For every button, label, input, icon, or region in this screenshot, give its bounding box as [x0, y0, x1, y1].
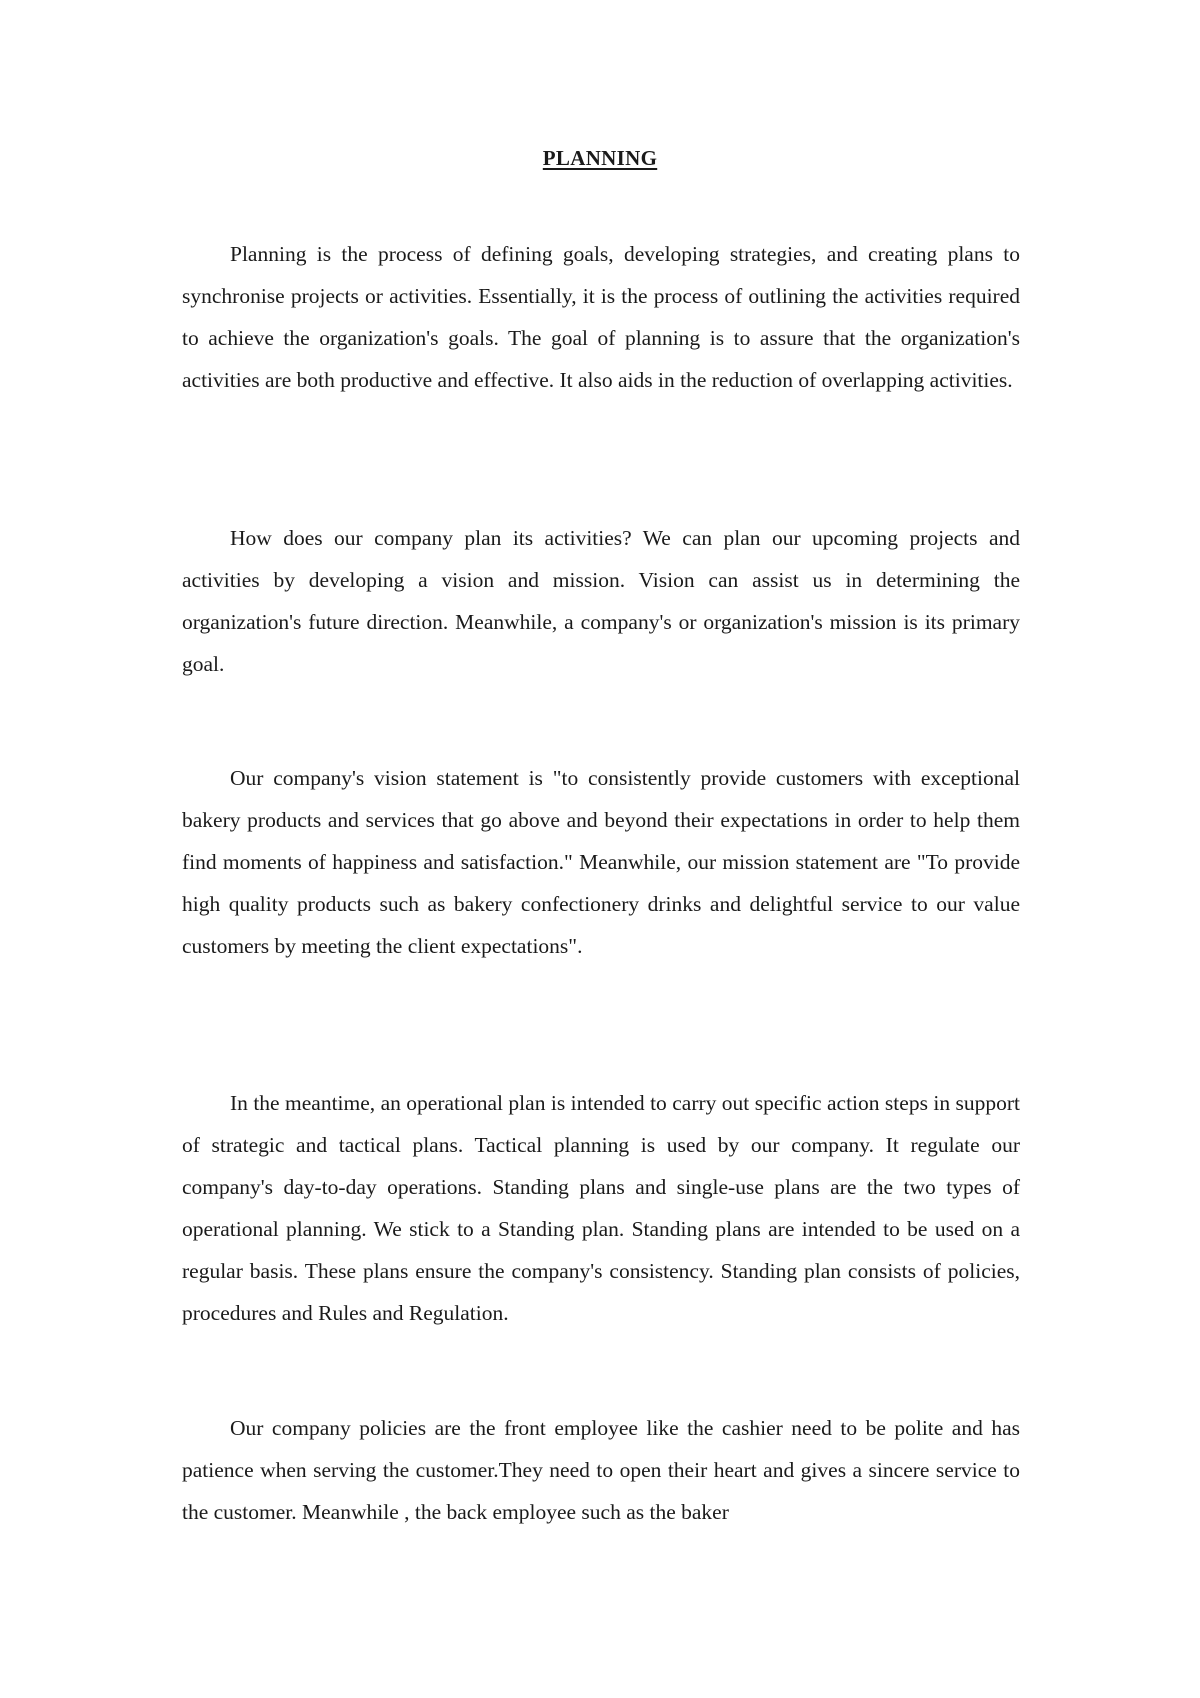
paragraph-company-planning: How does our company plan its activities? We can plan our upcoming projects and activities by developing a vision and mission. Vision can assist us in determining the organization's future direction. Meanwhile, a company's or organization's mission is its primary goal. [182, 526, 1020, 676]
page-title: PLANNING [542, 146, 658, 170]
paragraph-company-policies: Our company policies are the front employee like the cashier need to be polite and has patience when serving the customer.They need to open their heart and gives a sincere service to the customer. Meanwhile , the back employee such as the baker [182, 1416, 1020, 1524]
paragraph-operational-plan: In the meantime, an operational plan is intended to carry out specific action steps in support of strategic and tactical plans. Tactical planning is used by our company. It regulate our company's day-to-day operations. Standing plans and single-use plans are the two types of operational planning. We stick to a Standing plan. Standing plans are intended to be used on a regular basis. These plans ensure the company's consistency. Standing plan consists of policies, procedures and Rules and Regulation. [182, 1091, 1020, 1325]
paragraph-vision-mission: Our company's vision statement is "to consistently provide customers with exceptional bakery products and services that go above and beyond their expectations in order to help them find moments of happiness and satisfaction." Meanwhile, our mission statement are "To provide high quality products such as bakery confectionery drinks and delightful service to our value customers by meeting the client expectations". [182, 766, 1020, 958]
paragraph-planning-definition: Planning is the process of defining goals, developing strategies, and creating plans to synchronise projects or activities. Essentially, it is the process of outlining the activities required to achieve the organization's goals. The goal of planning is to assure that the organization's activities are both productive and effective. It also aids in the reduction of overlapping activities. [182, 242, 1020, 392]
